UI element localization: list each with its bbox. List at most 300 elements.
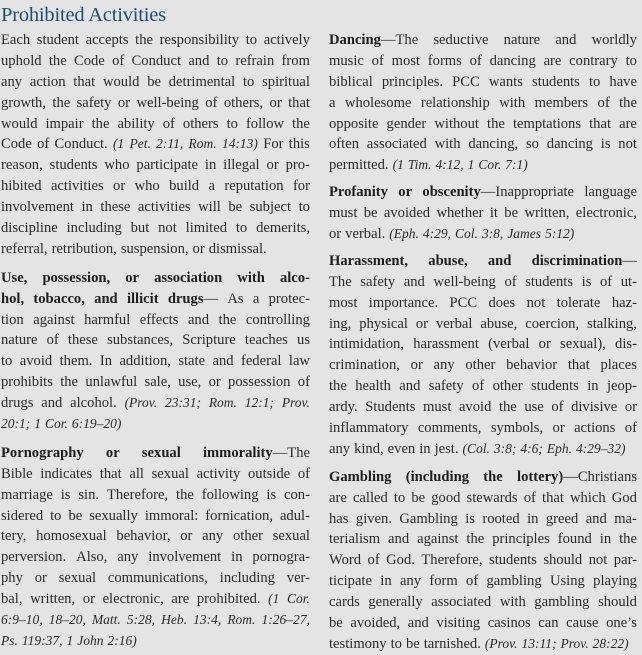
body-text: be: [363, 205, 378, 222]
text-line: [329, 155, 637, 176]
word: [55, 134, 108, 155]
word: [1, 526, 26, 547]
word: [600, 529, 611, 550]
word: [52, 93, 70, 114]
word: [601, 134, 611, 155]
word: [547, 439, 572, 460]
body-text: is: [60, 486, 71, 503]
body-text: state: [178, 353, 206, 370]
word: [118, 93, 130, 114]
word: [138, 197, 191, 218]
body-text: phy: [1, 570, 23, 587]
word: [625, 418, 637, 439]
word: [380, 571, 391, 592]
word: [45, 414, 68, 435]
body-text: prohibits: [1, 374, 53, 391]
word: [534, 592, 589, 613]
word: [382, 72, 443, 93]
body-text: any: [329, 440, 351, 457]
body-text: —The: [380, 32, 419, 48]
word: [490, 203, 498, 224]
section-heading-text: and: [487, 252, 512, 269]
word: [350, 613, 400, 634]
word: [433, 30, 488, 51]
word: [273, 526, 310, 547]
body-text: to: [50, 507, 62, 524]
body-text: (verbal: [488, 336, 530, 353]
word: [587, 314, 637, 335]
body-text: Code: [73, 52, 105, 69]
section-heading-text: or: [398, 184, 413, 201]
scripture-reference: 18–20,: [48, 612, 86, 628]
word: [117, 114, 154, 135]
word: [490, 51, 536, 72]
scripture-reference: 6:9–10,: [1, 612, 43, 628]
scripture-reference: Heb.: [161, 612, 187, 628]
body-text: or: [192, 240, 205, 257]
text-line: [1, 134, 310, 155]
text-line: [329, 72, 637, 93]
body-text: students: [49, 157, 98, 174]
word: [488, 251, 512, 272]
word: [586, 509, 607, 530]
body-text: verbal.: [345, 226, 386, 243]
body-text: wants: [488, 73, 523, 90]
word: [76, 547, 107, 568]
section-heading-text: abuse,: [428, 252, 468, 269]
body-text: stewards: [466, 489, 518, 506]
body-text: be: [411, 489, 426, 506]
word: [108, 631, 137, 652]
body-text: of: [472, 378, 485, 395]
word: [289, 351, 310, 372]
body-text: with: [434, 136, 461, 153]
body-text: unlawful: [85, 374, 138, 391]
word: [224, 176, 283, 197]
body-text: of: [297, 465, 310, 482]
word: [406, 634, 420, 655]
word: [248, 464, 290, 485]
body-text: electronic,: [575, 205, 637, 222]
body-text: or: [624, 399, 637, 416]
body-text: has: [329, 510, 349, 527]
word: [504, 203, 518, 224]
word: [142, 443, 181, 464]
word: [568, 355, 590, 376]
section-heading-text: Harassment,: [329, 252, 409, 269]
word: [1, 547, 66, 568]
body-text: whether: [436, 205, 484, 222]
word: [504, 30, 540, 51]
word: [329, 182, 388, 203]
scripture-reference: Rom.: [188, 136, 217, 152]
body-text: contrary: [569, 52, 618, 69]
body-text: of: [466, 573, 479, 590]
body-text: should: [598, 594, 637, 611]
word: [125, 393, 158, 414]
text-line: [329, 114, 637, 135]
word: [472, 376, 484, 397]
body-text: con-: [284, 486, 310, 503]
word: [83, 589, 95, 610]
body-text: demerits,: [256, 220, 310, 237]
body-text: given.: [355, 510, 392, 527]
word: [33, 289, 84, 310]
body-text: safety: [360, 273, 396, 290]
word: [107, 330, 173, 351]
body-text: any: [433, 357, 455, 374]
body-text: in: [599, 531, 612, 548]
word: [566, 613, 598, 634]
word: [30, 72, 66, 93]
word: [253, 289, 259, 310]
body-text: are: [329, 489, 347, 506]
body-text: physical: [359, 315, 408, 332]
word: [113, 134, 124, 155]
word: [1, 485, 53, 506]
text-line: [1, 114, 310, 135]
word: [1, 268, 27, 289]
body-text: including: [219, 570, 275, 587]
text-line: [329, 509, 637, 530]
scripture-reference: Rom.: [227, 612, 256, 628]
word: [152, 464, 189, 485]
word: [266, 485, 276, 506]
word: [1, 155, 43, 176]
word: [480, 314, 517, 335]
word: [543, 550, 582, 571]
word: [513, 114, 581, 135]
word: [393, 155, 404, 176]
body-text: avoid: [19, 353, 53, 370]
body-text: abuse,: [480, 315, 518, 332]
word: [598, 93, 610, 114]
word: [367, 134, 427, 155]
body-text: Conduct.: [54, 136, 108, 153]
word: [209, 176, 215, 197]
word: [369, 293, 438, 314]
body-text: retribution,: [51, 240, 117, 257]
word: [598, 592, 637, 613]
body-text: students: [525, 273, 574, 290]
word: [571, 397, 617, 418]
word: [522, 634, 557, 655]
word: [267, 155, 279, 176]
body-text: indicates: [40, 465, 93, 482]
word: [160, 30, 239, 51]
word: [35, 568, 47, 589]
word: [212, 351, 233, 372]
body-text: discipline: [1, 220, 58, 237]
word: [219, 310, 237, 331]
word: [224, 93, 263, 114]
body-text: biblical: [329, 73, 373, 90]
body-text: be: [228, 199, 243, 216]
word: [246, 30, 257, 51]
word: [169, 176, 199, 197]
word: [329, 114, 378, 135]
body-text: to: [245, 32, 258, 48]
scripture-reference: (Prov.: [124, 395, 158, 411]
word: [524, 397, 543, 418]
body-text: that: [288, 94, 310, 111]
body-text: jest.: [434, 440, 459, 457]
word: [386, 550, 415, 571]
word: [527, 509, 538, 530]
body-text: dancing,: [468, 136, 519, 153]
scripture-reference: Pet.: [129, 136, 151, 152]
body-text: avoid: [458, 399, 492, 416]
body-text: verbal: [435, 315, 473, 332]
word: [86, 30, 129, 51]
body-text: suspension,: [120, 240, 189, 257]
scripture-reference: 6:19–20): [71, 416, 122, 432]
body-text: build: [169, 178, 200, 195]
word: [292, 114, 310, 135]
word: [434, 355, 455, 376]
body-text: worldly: [591, 32, 637, 48]
body-text: or: [113, 178, 126, 195]
scripture-reference: 28:22): [592, 635, 629, 651]
word: [614, 550, 637, 571]
word: [217, 51, 228, 72]
word: [235, 51, 274, 72]
word: [178, 351, 205, 372]
word: [205, 155, 216, 176]
word: [171, 589, 189, 610]
body-text: is: [581, 273, 592, 290]
word: [186, 218, 227, 239]
word: [411, 488, 425, 509]
body-text: stalking,: [587, 315, 637, 332]
word: [107, 485, 168, 506]
word: [125, 268, 139, 289]
body-text: teaches: [244, 332, 288, 349]
body-text: —: [622, 252, 637, 269]
body-text: sexual: [151, 465, 189, 482]
word: [89, 506, 138, 527]
body-text: would: [1, 115, 38, 132]
body-text: importance.: [368, 294, 439, 311]
scripture-reference: Ps.: [1, 632, 18, 648]
word: [20, 351, 52, 372]
word: [465, 355, 495, 376]
section-gap: [329, 460, 637, 467]
right-column: [329, 0, 637, 655]
text-line: [1, 372, 310, 393]
word: [329, 488, 347, 509]
body-text: even: [387, 440, 416, 457]
word: [67, 631, 74, 652]
section-profanity: [329, 182, 637, 245]
word: [72, 414, 122, 435]
scripture-reference: (1: [268, 591, 280, 607]
section-dancing: [329, 30, 637, 176]
word: [423, 397, 451, 418]
word: [433, 272, 495, 293]
word: [600, 355, 636, 376]
word: [237, 268, 265, 289]
scripture-reference: 23:31;: [165, 395, 201, 411]
body-text: the: [60, 374, 79, 391]
body-text: involvement: [1, 199, 74, 216]
body-text: the: [619, 94, 637, 111]
word: [329, 571, 372, 592]
word: [250, 197, 291, 218]
text-line: [1, 93, 310, 114]
word: [431, 592, 491, 613]
word: [525, 314, 579, 335]
word: [286, 155, 310, 176]
word: [423, 224, 451, 245]
word: [60, 372, 78, 393]
word: [287, 568, 310, 589]
word: [282, 393, 310, 414]
body-text: of: [371, 52, 384, 69]
word: [488, 613, 531, 634]
word: [85, 372, 137, 393]
body-text: must: [423, 399, 452, 416]
word: [106, 443, 120, 464]
word: [202, 526, 223, 547]
body-text: Also,: [76, 549, 108, 566]
word: [245, 393, 274, 414]
text-line: [1, 485, 310, 506]
body-text: accepts: [85, 32, 129, 48]
word: [1, 393, 33, 414]
word: [465, 509, 475, 530]
text-line: [1, 526, 310, 547]
body-text: not: [526, 294, 546, 311]
word: [1, 330, 37, 351]
body-text: cards: [329, 594, 360, 611]
body-text: adul-: [279, 507, 310, 524]
body-text: other: [492, 378, 523, 395]
body-text: or: [117, 94, 131, 111]
word: [459, 397, 491, 418]
body-text: of: [504, 273, 517, 290]
section-heading-text: immorality: [202, 444, 273, 461]
word: [227, 289, 243, 310]
word: [482, 224, 503, 245]
body-text: Students: [365, 399, 416, 416]
word: [222, 134, 258, 155]
word: [429, 376, 464, 397]
body-text: and: [407, 615, 429, 632]
word: [329, 376, 347, 397]
word: [399, 376, 420, 397]
text-line: [1, 506, 310, 527]
text-line: [1, 393, 310, 414]
word: [413, 334, 479, 355]
word: [449, 293, 477, 314]
body-text: casinos: [487, 615, 531, 632]
word: [489, 72, 523, 93]
text-line: [1, 197, 310, 218]
word: [252, 547, 310, 568]
text-line: [1, 268, 310, 289]
word: [505, 155, 528, 176]
body-text: that: [542, 489, 564, 506]
word: [551, 397, 563, 418]
body-text: to: [226, 115, 238, 132]
scripture-reference: James: [507, 226, 542, 242]
body-text: spiritual: [262, 73, 310, 90]
word: [49, 51, 67, 72]
text-line: [329, 224, 637, 245]
body-text: for: [292, 178, 310, 195]
word: [619, 114, 637, 135]
word: [592, 30, 637, 51]
body-text: the: [498, 399, 517, 416]
word: [1, 464, 33, 485]
scripture-reference: (Prov.: [484, 635, 518, 651]
body-text: associated: [431, 594, 492, 611]
word: [408, 155, 432, 176]
body-text: uphold: [1, 52, 42, 69]
body-text: ing,: [329, 315, 352, 332]
body-text: good: [431, 489, 461, 506]
word: [165, 393, 201, 414]
word: [612, 488, 637, 509]
section-heading-text: Pornography: [1, 444, 84, 461]
word: [365, 397, 415, 418]
text-line: [329, 334, 637, 355]
body-text: the: [176, 486, 194, 503]
word: [612, 293, 637, 314]
word: [209, 393, 237, 414]
word: [40, 464, 92, 485]
word: [298, 464, 310, 485]
body-text: —: [203, 290, 219, 307]
word: [345, 93, 411, 114]
body-text: federal: [240, 353, 282, 370]
word: [488, 293, 515, 314]
word: [368, 592, 422, 613]
word: [22, 631, 63, 652]
text-line: [329, 355, 637, 376]
word: [392, 51, 420, 72]
word: [329, 30, 418, 51]
body-text: limited: [185, 220, 227, 237]
word: [329, 155, 389, 176]
text-line: [329, 293, 637, 314]
word: [145, 506, 199, 527]
body-text: can: [538, 615, 559, 632]
scripture-reference: Eph.: [546, 440, 573, 456]
word: [145, 372, 171, 393]
body-text: Gambling: [399, 510, 458, 527]
word: [531, 376, 579, 397]
word: [587, 376, 598, 397]
text-line: [329, 93, 637, 114]
word: [391, 634, 402, 655]
body-text: this: [288, 136, 310, 153]
text-line: [1, 218, 310, 239]
text-line: [329, 272, 637, 293]
section-heading-text: Profanity: [329, 184, 388, 201]
body-text: from: [281, 52, 310, 69]
text-line: [329, 550, 637, 571]
word: [576, 203, 637, 224]
word: [463, 439, 490, 460]
word: [525, 272, 573, 293]
left-column: [1, 0, 310, 652]
body-text: ma-: [614, 510, 637, 527]
word: [1, 351, 12, 372]
body-text: drugs: [1, 395, 34, 412]
body-text: of: [367, 552, 380, 569]
